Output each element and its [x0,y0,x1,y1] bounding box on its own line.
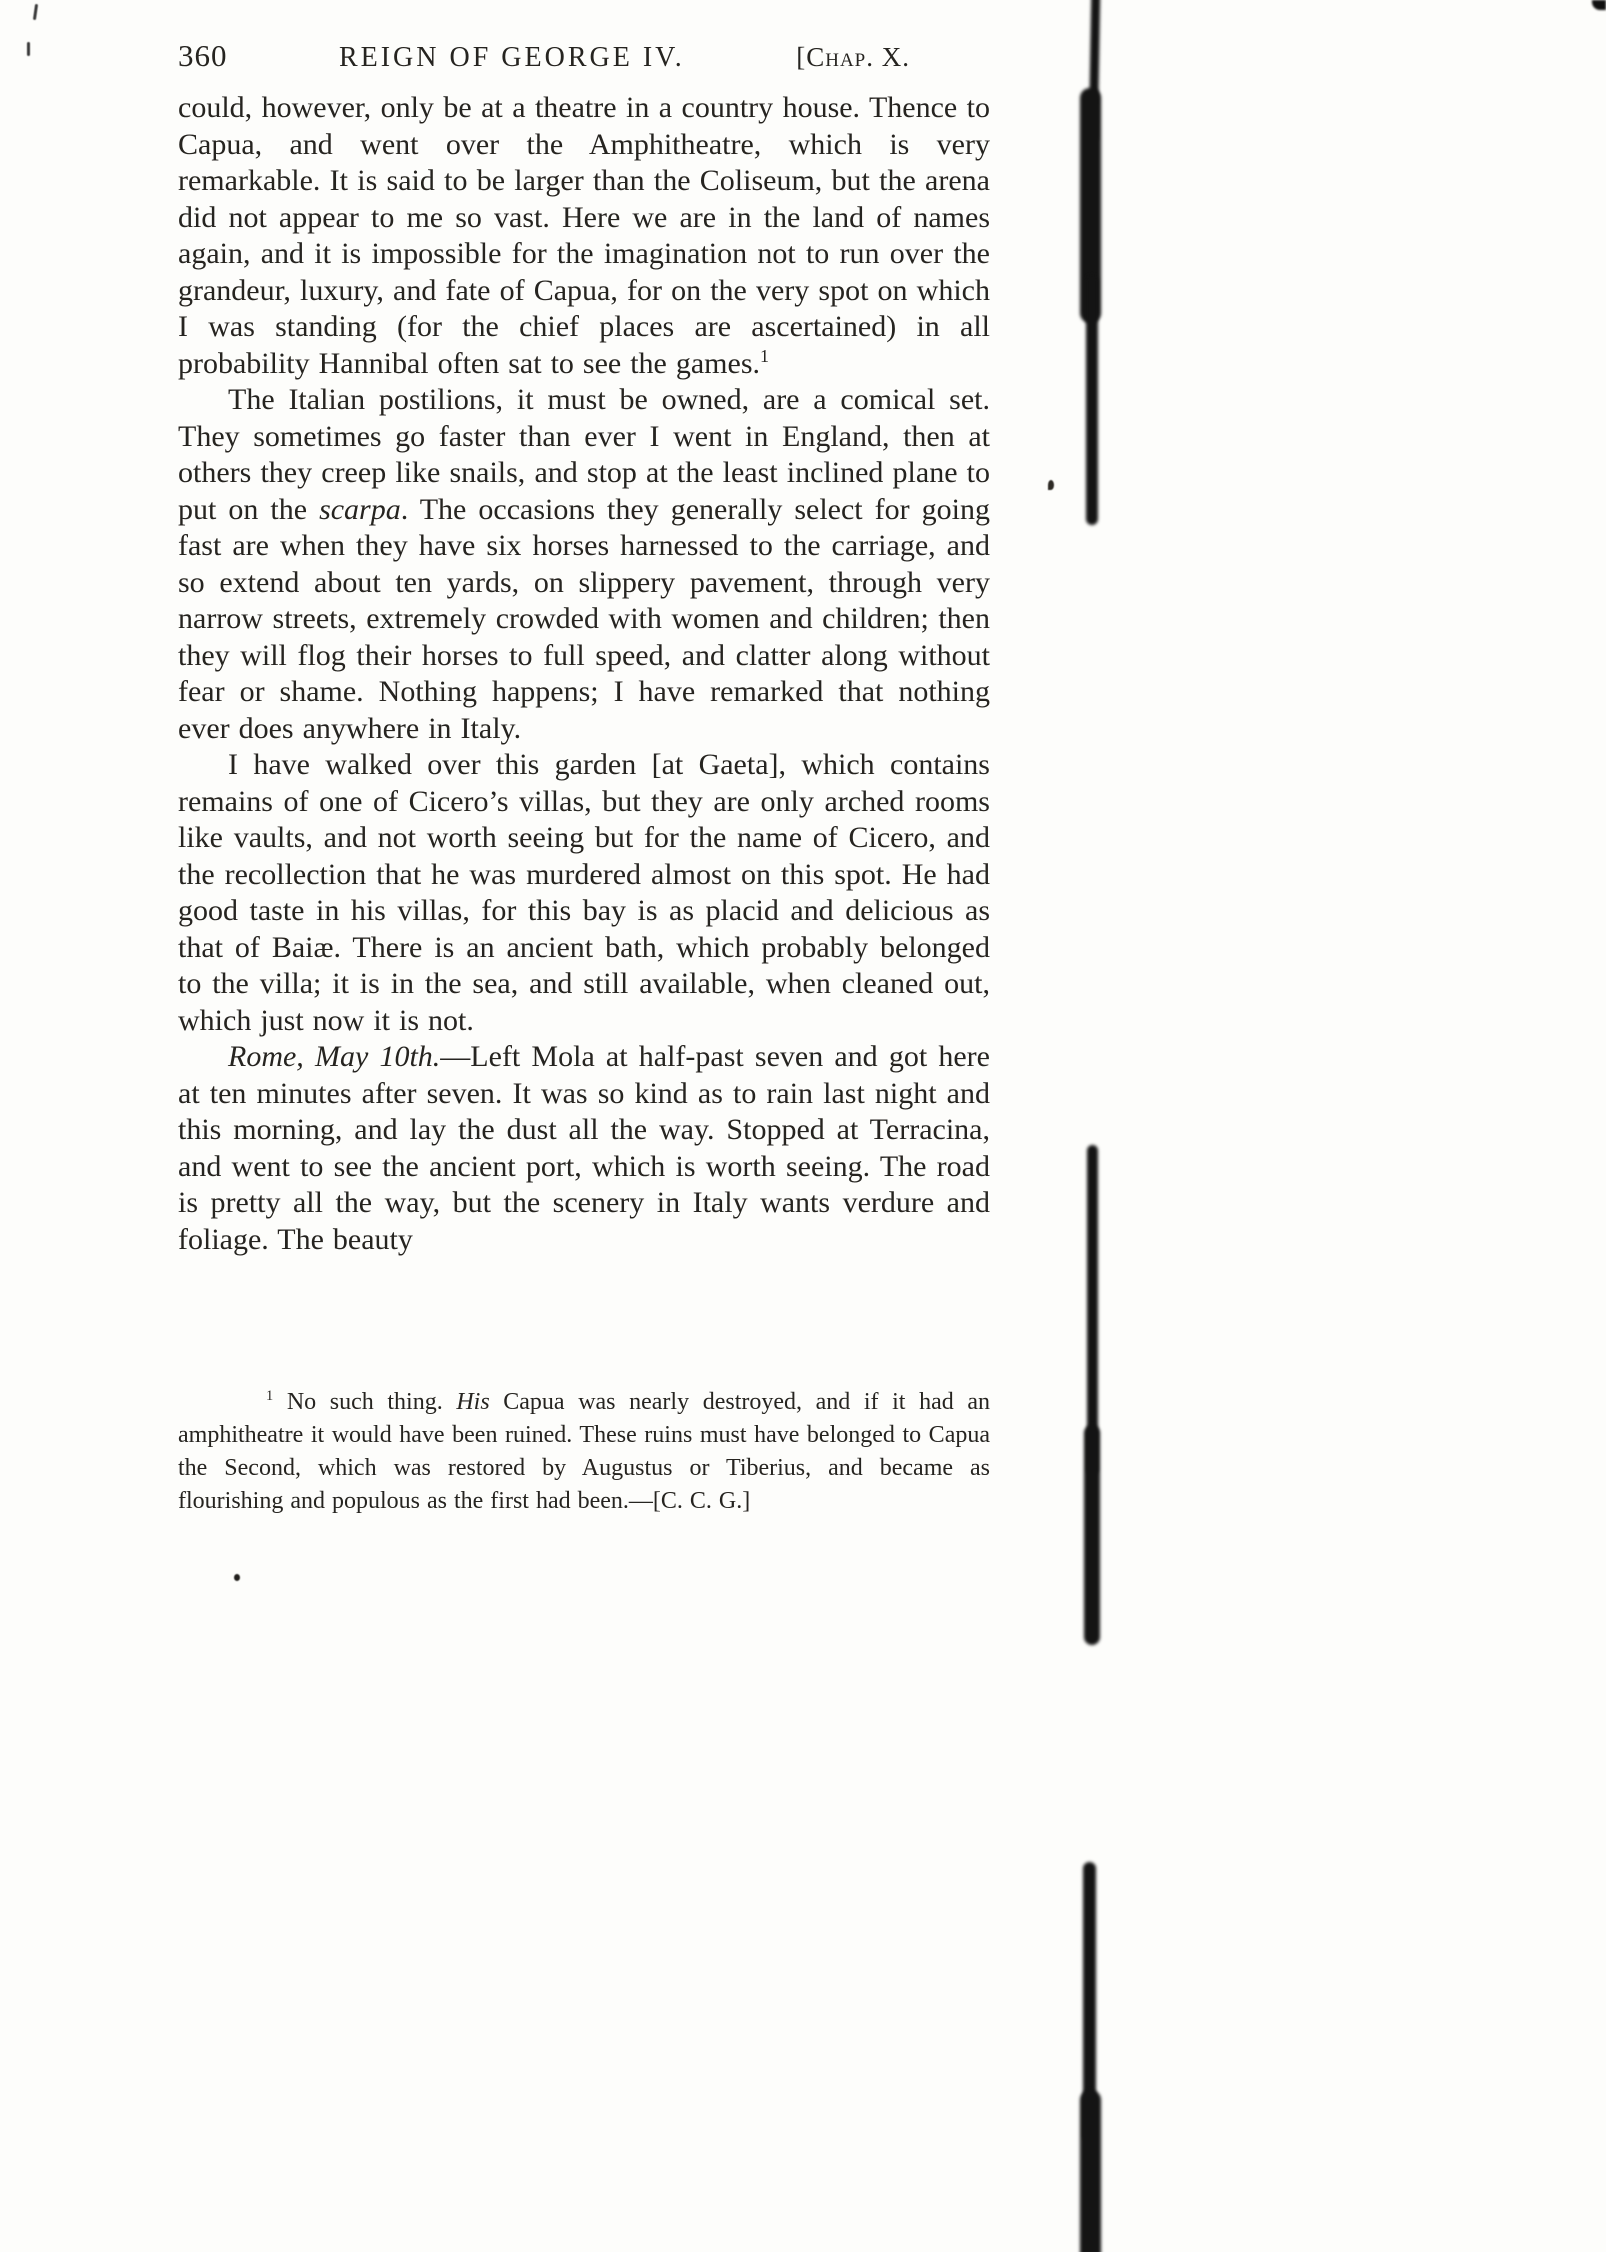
footnote-text [178,1386,990,1518]
scan-artifact-top-left [27,42,30,56]
body-text [178,90,990,1258]
scan-artifact-speck [1048,480,1054,490]
chapter-label: [Chap. X. [796,42,910,72]
text-run: scarpa [319,492,401,526]
scan-artifact-top-left [33,4,38,20]
page-header [178,38,990,74]
text-run: The Italian postilions, it must be owned, are a comical set. They sometimes go faster than ever I went in England, then at others they creep like snails, and stop at the least inclined plane to put on the [178,383,990,526]
scan-artifact-speck [234,1574,240,1581]
text-run: . The occasions they generally select for going fast are when they have six horses harnessed to the carriage, and so extend about ten yards, on slippery pavement, through very narrow streets, extremely crowded with women and children; then they will flog their horses to full speed, and clatter along without fear or shame. Nothing happens; I have remarked that nothing ever does anywhere in Italy. [178,492,990,745]
footnote-reference: 1 [760,345,770,366]
running-title: REIGN OF GEORGE IV. [338,42,685,73]
scan-artifact-right-middle [1084,1425,1100,1645]
text-run: could, however, only be at a theatre in a country house. Thence to Capua, and went over the Amphitheatre, which is very remarkable. It is said to be larger than the Coliseum, but the arena did not appear to me so vast. Here we are in the land of names again, and it is impossible for the imagination not to run over the grandeur, luxury, and fate of Capua, for on the very spot on which I was standing (for the chief places are ascertained) in all probability Hannibal often sat to see the games. [178,91,990,380]
page-number: 360 [178,38,228,73]
text-run: Rome, May 10th. [228,1040,441,1073]
text-run: No such thing. [273,1389,457,1415]
scan-artifact-right-top [1086,275,1098,525]
footnote-reference: 1 [266,1388,274,1404]
text-run: Capua was nearly destroyed, and if it had an amphitheatre it would have been ruined. These ruins must have belonged to Capua the Second, which was restored by Augustus or Tiberius, and became as flourishing and populous as the first had been.—[C. C. G.] [178,1389,990,1514]
paragraph [178,747,990,1039]
text-run: I have walked over this garden [at Gaeta], which contains remains of one of Cicero’s villas, but they are only arched rooms like vaults, and not worth seeing but for the name of Cicero, and the recollection that he was murdered almost on this spot. He had good taste in his villas, for this bay is as placid and delicious as that of Baiæ. There is an ancient bath, which probably belonged to the villa; it is in the sea, and still available, when cleaned out, which just now it is not. [178,748,990,1037]
paragraph [178,90,990,382]
scan-artifact-right-bottom [1080,2090,1101,2252]
scan-artifact-top-right-corner [1592,0,1606,10]
text-run: —Left Mola at half-past seven and got here at ten minutes after seven. It was so kind as to rain last night and this morning, and lay the dust all the way. Stopped at Terracina, and went to see the ancient port, which is worth seeing. The road is pretty all the way, but the scenery in Italy wants verdure and foliage. The beauty [178,1040,990,1256]
paragraph [178,382,990,747]
paragraph [178,1039,990,1258]
text-run: His [456,1389,490,1415]
